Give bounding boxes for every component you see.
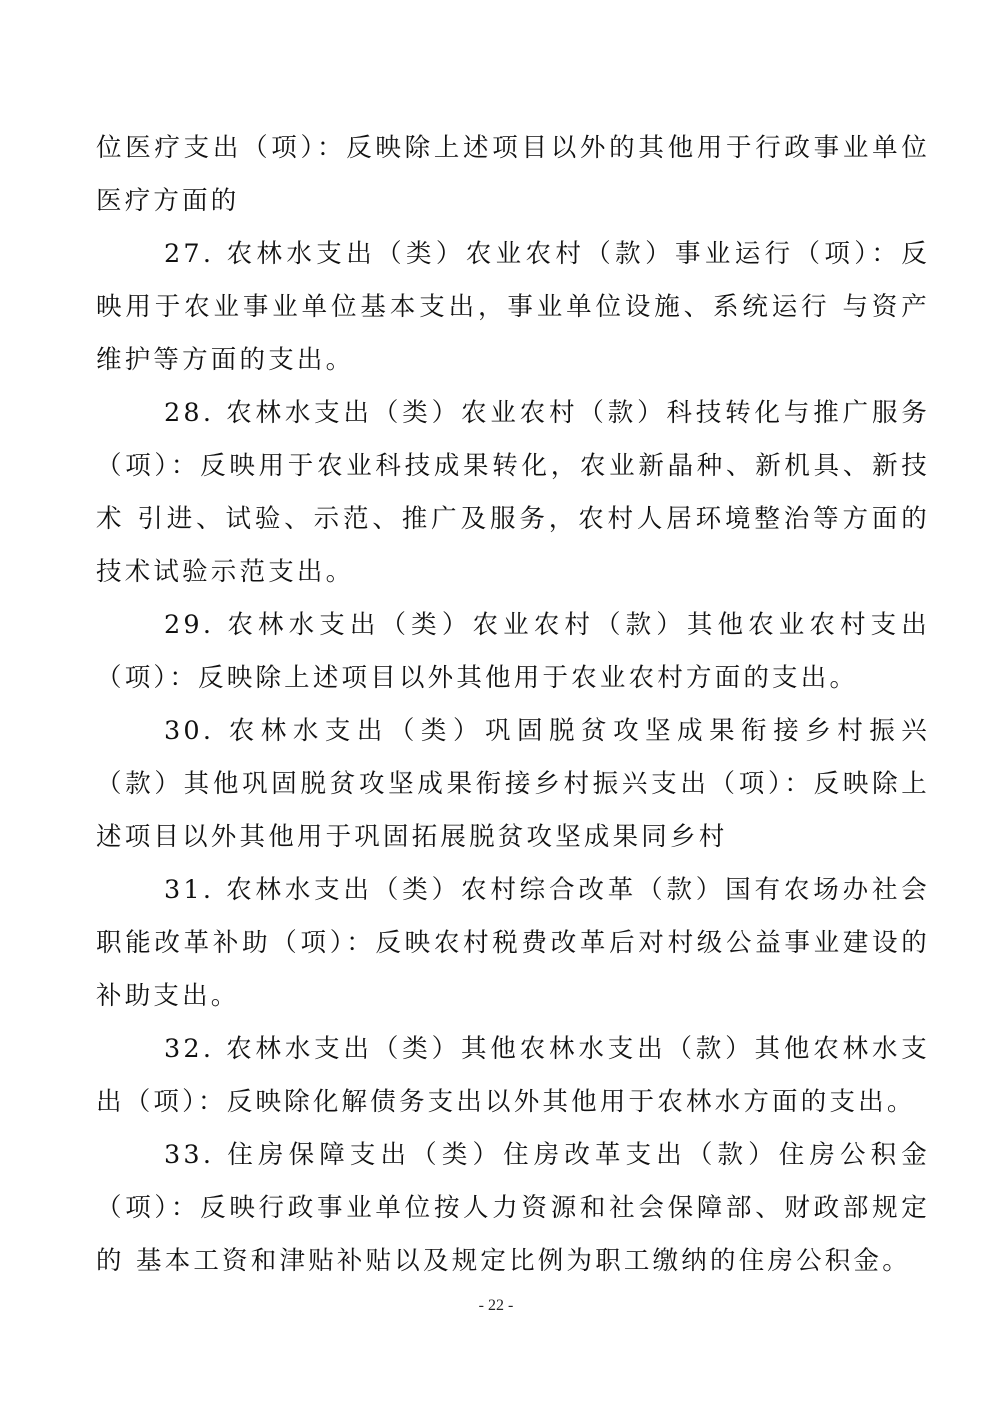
paragraph-30: 30. 农林水支出（类）巩固脱贫攻坚成果衔接乡村振兴（款）其他巩固脱贫攻坚成果衔接乡村振兴支出（项）：反映除上述项目以外其他用于巩固拓展脱贫攻坚成果同乡村 [96, 716, 930, 852]
page-number: - 22 - [478, 1297, 514, 1314]
paragraph-27: 27. 农林水支出（类）农业农村（款）事业运行（项）：反映用于农业事业单位基本支出，事业单位设施、系统运行 与资产维护等方面的支出。 [96, 239, 930, 375]
paragraph-32: 32. 农林水支出（类）其他农林水支出（款）其他农林水支出（项）：反映除化解债务支出以外其他用于农林水方面的支出。 [96, 1034, 930, 1117]
document-body [96, 122, 930, 1288]
paragraph-continued: 位医疗支出（项）：反映除上述项目以外的其他用于行政事业单位医疗方面的 [96, 133, 930, 216]
paragraph-28: 28. 农林水支出（类）农业农村（款）科技转化与推广服务（项）：反映用于农业科技成果转化，农业新晶种、新机具、新技术 引进、试验、示范、推广及服务，农村人居环境整治等方面的 技术试验示范支出。 [96, 398, 930, 587]
paragraph-33: 33. 住房保障支出（类）住房改革支出（款）住房公积金（项）：反映行政事业单位按人力资源和社会保障部、财政部规定的 基本工资和津贴补贴以及规定比例为职工缴纳的住房公积金。 [96, 1140, 930, 1276]
paragraph-29: 29. 农林水支出（类）农业农村（款）其他农业农村支出（项）：反映除上述项目以外其他用于农业农村方面的支出。 [96, 610, 930, 693]
paragraph-31: 31. 农林水支出（类）农村综合改革（款）国有农场办社会职能改革补助（项）：反映农村税费改革后对村级公益事业建设的补助支出。 [96, 875, 930, 1011]
